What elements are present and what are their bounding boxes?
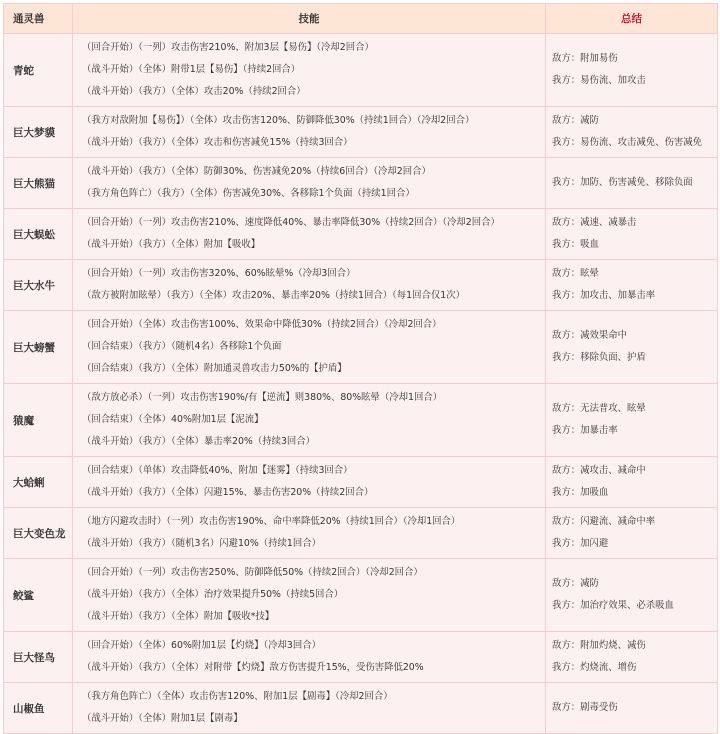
summary-cell — [546, 107, 718, 158]
skill-line: （战斗开始）（全体）附带1层【易伤】（持续2回合） — [82, 64, 301, 75]
summary-line: 我方：加治疗效果、必杀吸血 — [552, 600, 674, 611]
table-row — [4, 158, 718, 209]
beast-name: 巨大梦貘 — [4, 107, 73, 158]
header-beast: 通灵兽 — [4, 4, 73, 34]
table-row — [4, 384, 718, 457]
summary-line: 我方：加暴击率 — [552, 425, 618, 436]
summary-cell — [546, 34, 718, 107]
skill-line: （回合开始）（一列）攻击伤害250%、防御降低50%（持续2回合）（冷却2回合） — [82, 567, 423, 578]
summary-line: 敌方：减防 — [552, 115, 599, 126]
skill-line: （回合结束）（我方）（全体）附加通灵兽攻击力50%的【护盾】 — [82, 363, 347, 374]
summary-line: 我方：加攻击、加暴击率 — [552, 290, 656, 301]
skill-line: （回合结束）（单体）攻击降低40%、附加【迷雾】（持续3回合） — [82, 465, 353, 476]
skill-line: （回合开始）（全体）60%附加1层【灼烧】（冷却3回合） — [82, 640, 322, 651]
summary-line: 敌方：闪避流、减命中率 — [552, 516, 656, 527]
summary-line: 我方：加吸血 — [552, 487, 609, 498]
summary-cell — [546, 158, 718, 209]
beast-name: 巨大水牛 — [4, 260, 73, 311]
beast-skill-table — [3, 3, 718, 734]
skill-line: （我方角色阵亡）（全体）攻击伤害120%、附加1层【剧毒】（冷却2回合） — [82, 691, 393, 702]
summary-line: 敌方：减效果命中 — [552, 330, 628, 341]
beast-name: 巨大熊猫 — [4, 158, 73, 209]
skill-line: （回合结束）（全体）40%附加1层【泥流】 — [82, 414, 264, 425]
summary-line: 敌方：减速、减暴击 — [552, 217, 637, 228]
summary-line: 敌方：附加灼烧、减伤 — [552, 640, 646, 651]
beast-name: 鲛鲨 — [4, 559, 73, 632]
skills-cell — [73, 559, 546, 632]
summary-cell — [546, 311, 718, 384]
skill-line: （战斗开始）（我方）（全体）攻击和伤害减免15%（持续3回合） — [82, 137, 353, 148]
summary-line: 敌方：减防 — [552, 578, 599, 589]
summary-line: 我方：移除负面、护盾 — [552, 352, 646, 363]
beast-name: 猿魔 — [4, 384, 73, 457]
skills-cell — [73, 384, 546, 457]
summary-line: 我方：易伤流、攻击减免、伤害减免 — [552, 137, 703, 148]
table-row — [4, 34, 718, 107]
skill-line: （回合结束）（我方）（随机4名）各移除1个负面 — [82, 341, 282, 352]
summary-cell — [546, 559, 718, 632]
skills-cell — [73, 457, 546, 508]
beast-name: 山椒鱼 — [4, 683, 73, 734]
table-header-row — [4, 4, 718, 34]
table-row — [4, 260, 718, 311]
skill-line: （敌方被附加眩晕）（我方）（全体）攻击20%、暴击率20%（持续1回合）（每1回合仅1次） — [82, 290, 465, 301]
beast-name: 巨大螃蟹 — [4, 311, 73, 384]
skill-line: （我方对敌附加【易伤】）（全体）攻击伤害120%、防御降低30%（持续1回合）（冷却2回合） — [82, 115, 475, 126]
skill-line: （战斗开始）（我方）（全体）对附带【灼烧】敌方伤害提升15%，受伤害降低20% — [82, 662, 424, 673]
skills-cell — [73, 632, 546, 683]
beast-name: 巨大怪鸟 — [4, 632, 73, 683]
summary-line: 敌方：眩晕 — [552, 268, 599, 279]
header-skills: 技能 — [73, 4, 546, 34]
summary-cell — [546, 683, 718, 734]
skill-line: （战斗开始）（我方）（全体）附加【吸收*技】 — [82, 611, 275, 622]
skills-cell — [73, 260, 546, 311]
summary-cell — [546, 632, 718, 683]
table-row — [4, 683, 718, 734]
table-row — [4, 209, 718, 260]
skill-line: （战斗开始）（我方）（全体）闪避15%、暴击伤害20%（持续2回合） — [82, 487, 374, 498]
skill-line: （战斗开始）（我方）（全体）防御30%、伤害减免20%（持续6回合）（冷却2回合） — [82, 166, 431, 177]
summary-cell — [546, 457, 718, 508]
skill-line: （战斗开始）（全体）附加1层【剧毒】 — [82, 713, 243, 724]
summary-line: 我方：加防、伤害减免、移除负面 — [552, 177, 693, 188]
skill-line: （战斗开始）（我方）（全体）攻击20%（持续2回合） — [82, 86, 306, 97]
table-row — [4, 107, 718, 158]
summary-line: 敌方：剧毒受伤 — [552, 702, 618, 713]
summary-line: 我方：加闪避 — [552, 538, 609, 549]
skill-line: （战斗开始）（我方）（随机3名）闪避10%（持续1回合） — [82, 538, 322, 549]
skill-line: （回合开始）（一列）攻击伤害210%、附加3层【易伤】（冷却2回合） — [82, 42, 374, 53]
skill-line: （我方角色阵亡）（我方）（全体）伤害减免30%、各移除1个负面（持续1回合） — [82, 188, 415, 199]
skill-line: （敌方放必杀）（一列）攻击伤害190%/有【逆流】则380%、80%眩晕（冷却1回合） — [82, 392, 443, 403]
summary-cell — [546, 508, 718, 559]
skill-line: （战斗开始）（我方）（全体）暴击率20%（持续3回合） — [82, 436, 316, 447]
summary-cell — [546, 260, 718, 311]
summary-cell — [546, 209, 718, 260]
skills-cell — [73, 107, 546, 158]
beast-name: 青蛇 — [4, 34, 73, 107]
skills-cell — [73, 508, 546, 559]
beast-name: 巨大变色龙 — [4, 508, 73, 559]
table-row — [4, 508, 718, 559]
skill-line: （地方闪避攻击时）（一列）攻击伤害190%、命中率降低20%（持续1回合）（冷却1回合） — [82, 516, 461, 527]
skills-cell — [73, 311, 546, 384]
skills-cell — [73, 209, 546, 260]
beast-name: 大蛤蜊 — [4, 457, 73, 508]
table-row — [4, 311, 718, 384]
header-summary: 总结 — [546, 4, 718, 34]
table-row — [4, 457, 718, 508]
summary-line: 敌方：减攻击、减命中 — [552, 465, 646, 476]
skill-line: （战斗开始）（我方）（全体）附加【吸收】 — [82, 239, 261, 250]
skills-cell — [73, 683, 546, 734]
table-body — [4, 34, 718, 734]
skill-line: （回合开始）（一列）攻击伤害320%、60%眩晕%（冷却3回合） — [82, 268, 356, 279]
summary-line: 敌方：无法普攻、眩晕 — [552, 403, 646, 414]
skills-cell — [73, 158, 546, 209]
skill-line: （回合开始）（一列）攻击伤害210%、速度降低40%、暴击率降低30%（持续2回合）（冷却2回合） — [82, 217, 500, 228]
summary-line: 我方：易伤流、加攻击 — [552, 75, 646, 86]
summary-line: 我方：灼烧流、增伤 — [552, 662, 637, 673]
table-row — [4, 632, 718, 683]
summary-cell — [546, 384, 718, 457]
summary-line: 敌方：附加易伤 — [552, 53, 618, 64]
table-row — [4, 559, 718, 632]
skill-line: （战斗开始）（我方）（全体）治疗效果提升50%（持续5回合） — [82, 589, 344, 600]
summary-line: 我方：吸血 — [552, 239, 599, 250]
beast-name: 巨大蜈蚣 — [4, 209, 73, 260]
skills-cell — [73, 34, 546, 107]
skill-line: （回合开始）（全体）攻击伤害100%、效果命中降低30%（持续2回合）（冷却2回合） — [82, 319, 442, 330]
